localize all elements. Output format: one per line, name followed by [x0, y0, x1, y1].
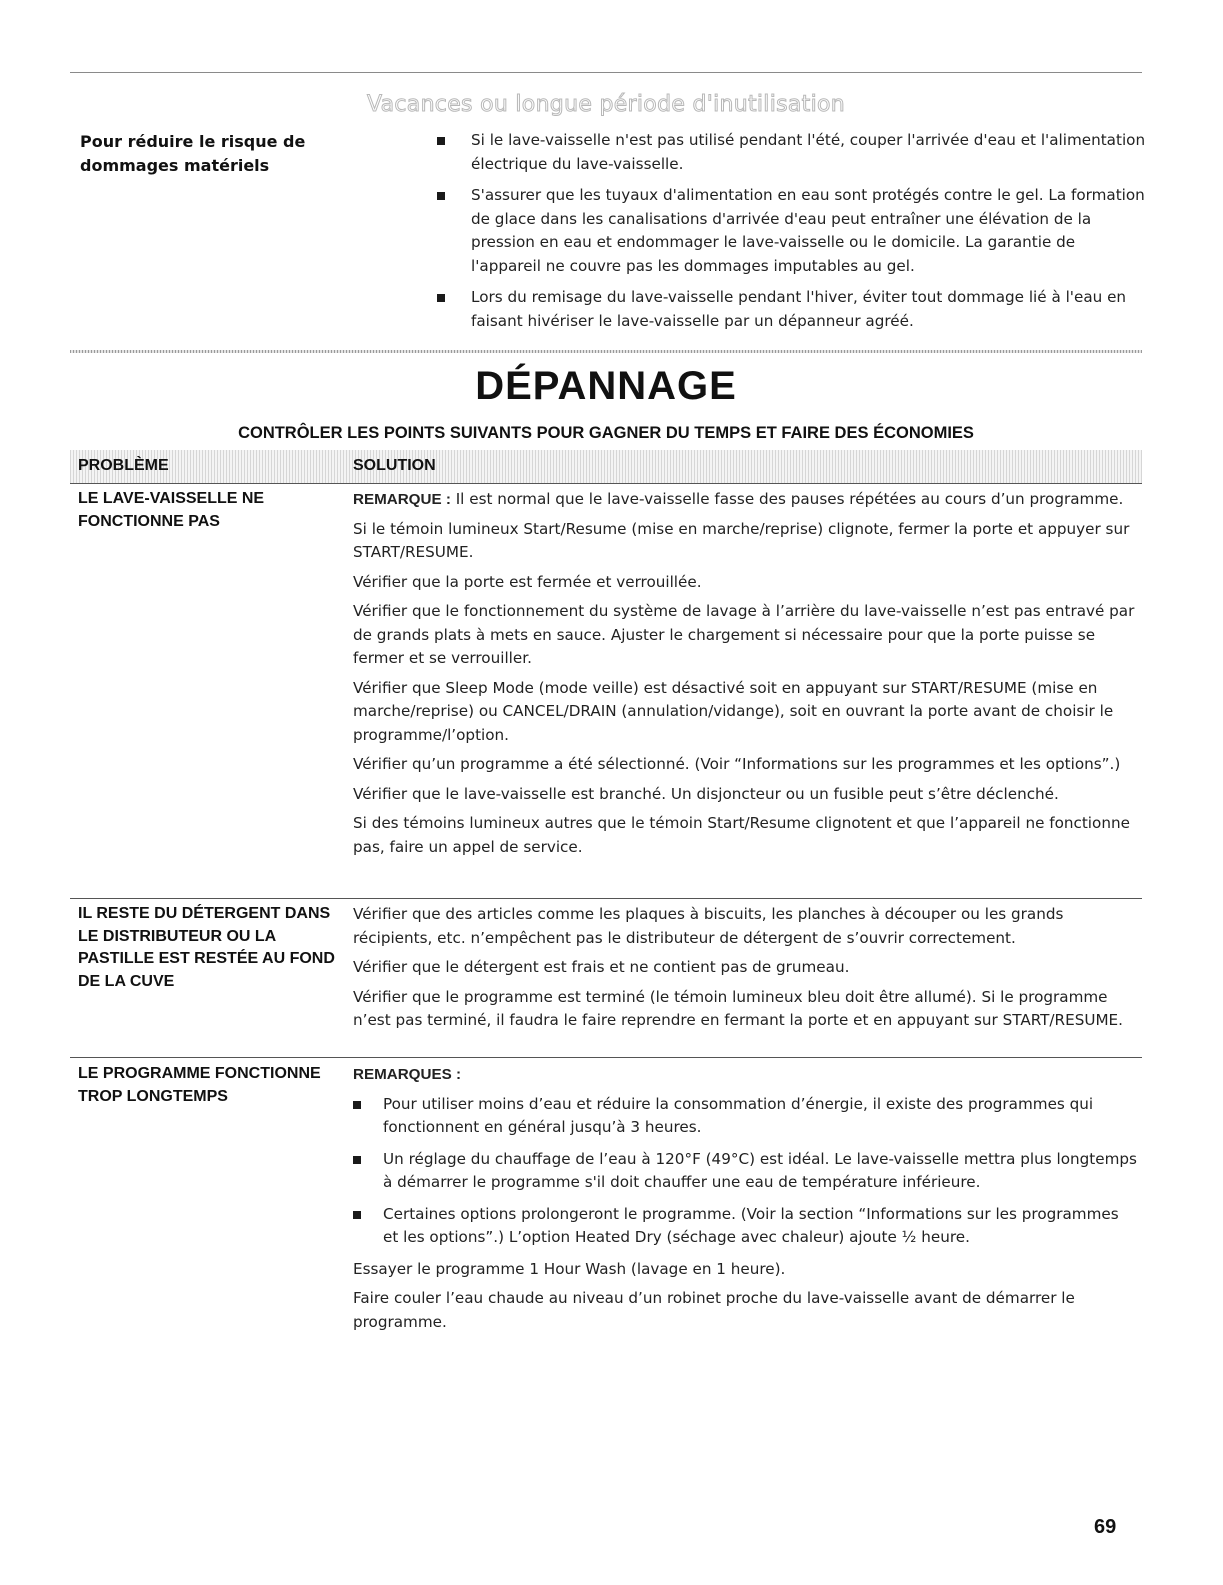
table-row [70, 488, 1142, 899]
header-problem: PROBLÈME [78, 457, 169, 474]
list-item: Lors du remisage du lave-vaisselle pendant l'hiver, éviter tout dommage lié à l'eau en faisant hivériser le lave-vaisselle par un dépanneur agréé. [437, 286, 1147, 333]
square-bullet-icon [353, 1156, 361, 1164]
vacation-list [437, 129, 1147, 341]
top-rule [70, 72, 1142, 73]
solution-paragraph: Vérifier que le programme est terminé (le témoin lumineux bleu doit être allumé). Si le programme n’est pas terminé, il faudra le faire reprendre en fermant la porte et en appuyant sur START/RESUME. [353, 987, 1123, 1029]
remark-label: REMARQUE : [353, 491, 451, 508]
vacation-label: Pour réduire le risque de dommages matériels [80, 132, 306, 175]
remark-label: REMARQUES : [353, 1066, 462, 1083]
solution-paragraph: Vérifier que le fonctionnement du système de lavage à l’arrière du lave-vaisselle n’est pas entravé par de grands plats à mets en sauce. Ajuster le chargement si nécessaire pour que la porte puisse se fermer et se verrouiller. [353, 602, 1135, 667]
solution-cell [353, 1063, 1138, 1340]
header-solution: SOLUTION [353, 457, 436, 474]
section-divider [70, 350, 1142, 353]
solution-paragraph: Vérifier que le détergent est frais et ne contient pas de grumeau. [353, 958, 850, 976]
list-item: Si le lave-vaisselle n'est pas utilisé pendant l'été, couper l'arrivée d'eau et l'alimentation électrique du lave-vaisselle. [437, 129, 1147, 176]
page-subtitle: CONTRÔLER LES POINTS SUIVANTS POUR GAGNER DU TEMPS ET FAIRE DES ÉCONOMIES [238, 424, 974, 442]
table-row [70, 903, 1142, 1058]
square-bullet-icon [353, 1101, 361, 1109]
solution-paragraph: Faire couler l’eau chaude au niveau d’un robinet proche du lave-vaisselle avant de démarrer le programme. [353, 1289, 1075, 1331]
solution-paragraph: Si des témoins lumineux autres que le témoin Start/Resume clignotent et que l’appareil ne fonctionne pas, faire un appel de service. [353, 814, 1130, 856]
table-header [70, 450, 1142, 484]
list-item: Certaines options prolongeront le programme. (Voir la section “Informations sur les programmes et les options”.) L’option Heated Dry (séchage avec chaleur) ajoute ½ heure. [353, 1203, 1138, 1250]
solution-paragraph: Essayer le programme 1 Hour Wash (lavage en 1 heure). [353, 1259, 786, 1278]
solution-paragraph: Vérifier que le lave-vaisselle est branché. Un disjoncteur ou un fusible peut s’être déclenché. [353, 784, 1059, 803]
problem-cell: IL RESTE DU DÉTERGENT DANS LE DISTRIBUTEUR OU LA PASTILLE EST RESTÉE AU FOND DE LA CUVE [78, 905, 335, 990]
solution-paragraph: Si le témoin lumineux Start/Resume (mise en marche/reprise) clignote, fermer la porte et appuyer sur START/RESUME. [353, 519, 1130, 561]
remarks-list [353, 1093, 1138, 1250]
solution-cell [353, 488, 1138, 865]
list-item: S'assurer que les tuyaux d'alimentation en eau sont protégés contre le gel. La formation de glace dans les canalisations d'arrivée d'eau peut entraîner une élévation de la pression en eau et endommager le lave-vaisselle ou le domicile. La garantie de l'appareil ne couvre pas les dommages imputables au gel. [437, 184, 1147, 278]
list-item: Pour utiliser moins d’eau et réduire la consommation d’énergie, il existe des programmes qui fonctionnent en général jusqu’à 3 heures. [353, 1093, 1138, 1140]
page-title: DÉPANNAGE [475, 364, 737, 408]
square-bullet-icon [437, 192, 445, 200]
solution-paragraph: Vérifier que Sleep Mode (mode veille) est désactivé soit en appuyant sur START/RESUME (mise en marche/reprise) ou CANCEL/DRAIN (annulation/vidange), soit en ouvrant la porte avant de choisir le programme/l’option. [353, 678, 1114, 744]
list-item: Un réglage du chauffage de l’eau à 120°F (49°C) est idéal. Le lave-vaisselle mettra plus longtemps à démarrer le programme s'il doit chauffer une eau de température inférieure. [353, 1148, 1138, 1195]
solution-paragraph: Vérifier que la porte est fermée et verrouillée. [353, 572, 702, 591]
square-bullet-icon [437, 294, 445, 302]
remark-paragraph: REMARQUE : Il est normal que le lave-vaisselle fasse des pauses répétées au cours d’un programme. [353, 490, 1124, 508]
table-row [70, 1063, 1142, 1343]
solution-paragraph: Vérifier que des articles comme les plaques à biscuits, les planches à découper ou les grands récipients, etc. n’empêchent pas le distributeur de détergent de s’ouvrir correctement. [353, 905, 1064, 947]
square-bullet-icon [353, 1211, 361, 1219]
page-number: 69 [1094, 1516, 1117, 1538]
solution-paragraph: Vérifier qu’un programme a été sélectionné. (Voir “Informations sur les programmes et les options”.) [353, 755, 1121, 773]
vacation-heading: Vacances ou longue période d'inutilisation [366, 92, 846, 117]
problem-cell: LE LAVE-VAISSELLE NE FONCTIONNE PAS [78, 490, 265, 530]
problem-cell: LE PROGRAMME FONCTIONNE TROP LONGTEMPS [78, 1065, 321, 1105]
square-bullet-icon [437, 137, 445, 145]
solution-cell [353, 903, 1138, 1039]
